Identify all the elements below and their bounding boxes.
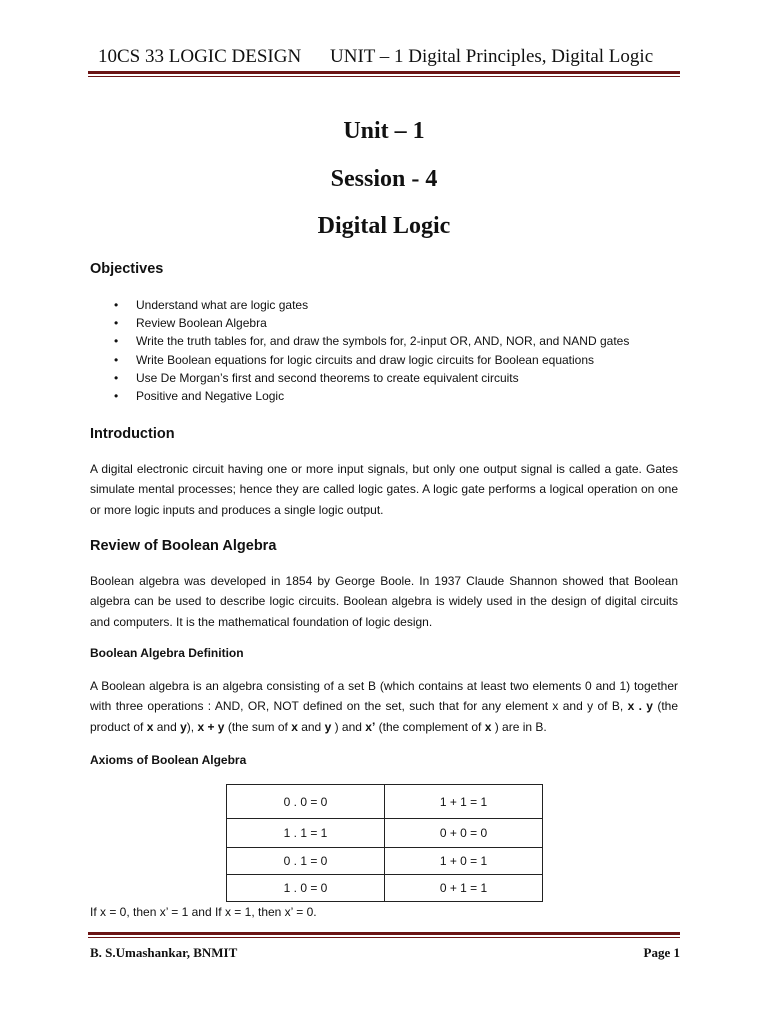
introduction-paragraph: A digital electronic circuit having one or more input signals, but only one output signal is called a gate. Gates simulate mental processes; hence they are called logic gates. A logic gate performs a logical operation on one or more logic inputs and produces a single logic output. bbox=[90, 462, 678, 517]
table-cell: 1 . 1 = 1 bbox=[227, 819, 385, 848]
objectives-list bbox=[90, 296, 690, 405]
header-rule-thick bbox=[88, 71, 680, 74]
table-row bbox=[227, 785, 543, 819]
footer-rule-thin bbox=[88, 937, 680, 938]
header-unit: UNIT – 1 Digital Principles, Digital Logic bbox=[330, 46, 654, 67]
list-item: • Write Boolean equations for logic circuits and draw logic circuits for Boolean equations bbox=[90, 351, 690, 369]
table-row bbox=[227, 848, 543, 875]
review-heading: Review of Boolean Algebra bbox=[90, 538, 277, 554]
table-cell: 0 . 0 = 0 bbox=[227, 785, 385, 819]
review-paragraph: Boolean algebra was developed in 1854 by George Boole. In 1937 Claude Shannon showed that Boolean algebra can be used to describe logic circuits. Boolean algebra is widely used in the design of digital circuits and computers. It is the mathematical foundation of logic design. bbox=[90, 574, 678, 629]
table-cell: 1 + 0 = 1 bbox=[385, 848, 543, 875]
unit-title: Unit – 1 bbox=[343, 118, 425, 144]
table-row bbox=[227, 875, 543, 902]
list-item: • Write the truth tables for, and draw the symbols for, 2-input OR, AND, NOR, and NAND gates bbox=[90, 332, 690, 350]
list-item: • Use De Morgan’s first and second theorems to create equivalent circuits bbox=[90, 369, 690, 387]
definition-paragraph: A Boolean algebra is an algebra consisting of a set B (which contains at least two elements 0 and 1) together with three operations : AND, OR, NOT defined on the set, such that for any element x and y of B, x . y (the product of x and y), x + y (the sum of x and y ) and x’ (the complement of x ) are in B. bbox=[90, 679, 679, 734]
introduction-heading: Introduction bbox=[90, 426, 175, 442]
complement-note: If x = 0, then x’ = 1 and If x = 1, then x’ = 0. bbox=[90, 905, 317, 919]
page-number: Page 1 bbox=[643, 945, 680, 960]
table-cell: 0 . 1 = 0 bbox=[227, 848, 385, 875]
table-cell: 0 + 1 = 1 bbox=[385, 875, 543, 902]
axioms-table bbox=[226, 784, 543, 902]
definition-heading: Boolean Algebra Definition bbox=[90, 646, 244, 660]
topic-title: Digital Logic bbox=[317, 213, 451, 239]
table-cell: 1 + 1 = 1 bbox=[385, 785, 543, 819]
objectives-heading: Objectives bbox=[90, 261, 164, 277]
header-rule-thin bbox=[88, 76, 680, 77]
list-item: • Understand what are logic gates bbox=[90, 296, 690, 314]
table-cell: 1 . 0 = 0 bbox=[227, 875, 385, 902]
footer-author: B. S.Umashankar, BNMIT bbox=[90, 945, 238, 960]
session-title: Session - 4 bbox=[330, 166, 438, 192]
axioms-heading: Axioms of Boolean Algebra bbox=[90, 753, 247, 767]
header-course: 10CS 33 LOGIC DESIGN bbox=[98, 46, 302, 67]
list-item: • Review Boolean Algebra bbox=[90, 314, 690, 332]
footer-rule-thick bbox=[88, 932, 680, 935]
page-footer bbox=[90, 945, 680, 961]
table-cell: 0 + 0 = 0 bbox=[385, 819, 543, 848]
list-item: • Positive and Negative Logic bbox=[90, 387, 690, 405]
table-row bbox=[227, 819, 543, 848]
